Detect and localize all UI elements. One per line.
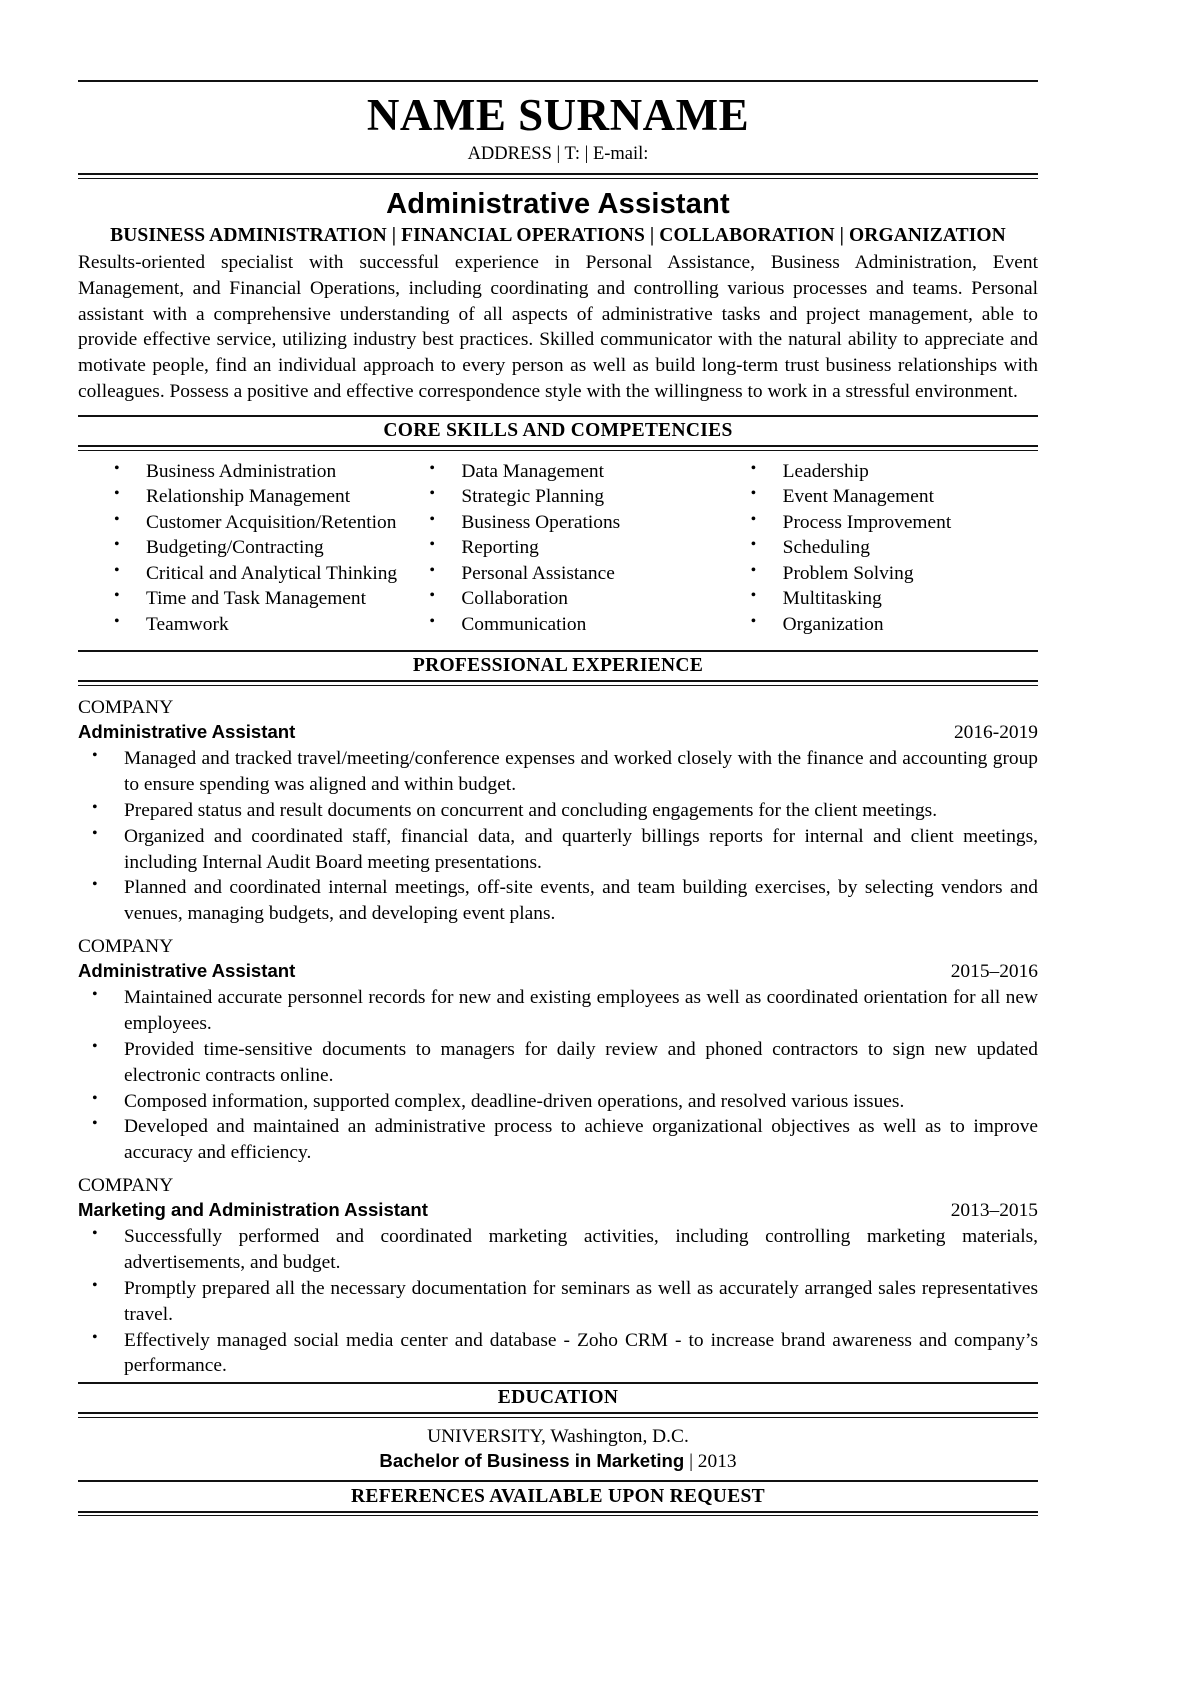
skill-item: • Business Administration [100,460,401,485]
job-bullet: • Managed and tracked travel/meeting/conference expenses and worked closely with the finance and accounting group to ensure spending was aligned and within budget. [78,746,1038,798]
professional-experience-section [78,650,1038,1379]
job-dates: 2015–2016 [950,961,1038,983]
skill-item: • Critical and Analytical Thinking [100,562,401,587]
skill-item: • Communication [415,613,716,638]
job-bullet: • Effectively managed social media center and database - Zoho CRM - to increase brand awareness and company’s performance. [78,1328,1038,1380]
skill-item: • Personal Assistance [415,562,716,587]
references-line: REFERENCES AVAILABLE UPON REQUEST [351,1485,765,1507]
education-school: UNIVERSITY, Washington, D.C. [427,1425,689,1447]
job-bullet: • Prepared status and result documents on concurrent and concluding engagements for the client meetings. [78,798,1038,824]
skills-column-1 [78,460,401,639]
skill-item: • Leadership [737,460,1038,485]
professional-summary: Results-oriented specialist with successful experience in Personal Assistance, Business Administration, Event Management, and Financial Operations, including coordinating and controlling various processes and teams. Personal assistant with a comprehensive understanding of all aspects of administrative tasks and project management, able to provide effective service, utilizing industry best practices. Skilled communicator with the natural ability to appreciate and motivate people, find an individual approach to every person as well as build long-term trust business relationships with colleagues. Possess a positive and effective correspondence style with the willingness to work in a stressful environment. [78,251,1038,403]
job-bullet: • Maintained accurate personnel records for new and existing employees as well as coordinated orientation for all new employees. [78,985,1038,1037]
core-skills-section [78,415,1038,647]
education-section [78,1382,1038,1479]
skill-item: • Relationship Management [100,485,401,510]
job-bullet-list [78,985,1038,1166]
job-bullet: • Developed and maintained an administrative process to achieve organizational objectives as well as to improve accuracy and efficiency. [78,1114,1038,1166]
skill-item: • Process Improvement [737,511,1038,536]
job-bullet: • Organized and coordinated staff, financial data, and quarterly billings reports for internal and client meetings, including Internal Audit Board meeting presentations. [78,824,1038,876]
skill-item: • Scheduling [737,536,1038,561]
skill-item: • Customer Acquisition/Retention [100,511,401,536]
education-degree: Bachelor of Business in Marketing [379,1449,685,1471]
job-bullet-list [78,1224,1038,1379]
skill-item: • Teamwork [100,613,401,638]
job-title: Marketing and Administration Assistant [78,1199,428,1221]
skill-item: • Problem Solving [737,562,1038,587]
job-bullet: • Planned and coordinated internal meetings, off-site events, and team building exercises, by selecting vendors and venues, managing budgets, and developing event plans. [78,875,1038,927]
education-heading: EDUCATION [497,1387,619,1409]
job-bullet: • Composed information, supported complex, deadline-driven operations, and resolved various issues. [78,1089,1038,1115]
job-bullet: • Provided time-sensitive documents to managers for daily review and phoned contractors to sign new updated electronic contracts online. [78,1037,1038,1089]
role-title: Administrative Assistant [386,187,730,220]
page-title: NAME SURNAME [366,90,750,140]
skill-item: • Time and Task Management [100,587,401,612]
job-bullet-list [78,746,1038,927]
job-title: Administrative Assistant [78,721,296,743]
skills-column-3 [717,460,1038,639]
skill-item: • Business Operations [415,511,716,536]
references-bottom-rule [78,1511,1038,1517]
contact-line: ADDRESS | T: | E-mail: [467,144,649,165]
skill-item: • Multitasking [737,587,1038,612]
experience-entry [78,927,1038,1166]
education-body [78,1418,1038,1480]
education-degree-line [78,1449,1038,1475]
job-title: Administrative Assistant [78,960,296,982]
experience-entry [78,1166,1038,1379]
job-dates: 2013–2015 [950,1200,1038,1222]
skill-item: • Event Management [737,485,1038,510]
skills-heading: CORE SKILLS AND COMPETENCIES [383,420,733,442]
skill-item: • Organization [737,613,1038,638]
experience-entry [78,686,1038,927]
job-header-row [78,1198,1038,1224]
education-separator: | [684,1450,698,1472]
skill-item: • Reporting [415,536,716,561]
skill-item: • Collaboration [415,587,716,612]
resume-sheet [78,80,1038,1516]
skill-item: • Data Management [415,460,716,485]
job-header-row [78,959,1038,985]
experience-heading: PROFESSIONAL EXPERIENCE [412,655,704,677]
education-year: 2013 [697,1450,737,1472]
keywords-line: BUSINESS ADMINISTRATION | FINANCIAL OPERATIONS | COLLABORATION | ORGANIZATION [110,224,1006,246]
company-name: COMPANY [78,696,174,718]
job-header-row [78,720,1038,746]
skills-column-2 [401,460,716,639]
company-name: COMPANY [78,1175,174,1197]
skill-item: • Budgeting/Contracting [100,536,401,561]
job-bullet: • Successfully performed and coordinated marketing activities, including controlling marketing materials, advertisements, and budget. [78,1224,1038,1276]
skill-item: • Strategic Planning [415,485,716,510]
skills-columns [78,451,1038,648]
job-bullet: • Promptly prepared all the necessary documentation for seminars as well as accurately arranged sales representatives travel. [78,1276,1038,1328]
company-name: COMPANY [78,936,174,957]
job-dates: 2016-2019 [953,722,1038,744]
